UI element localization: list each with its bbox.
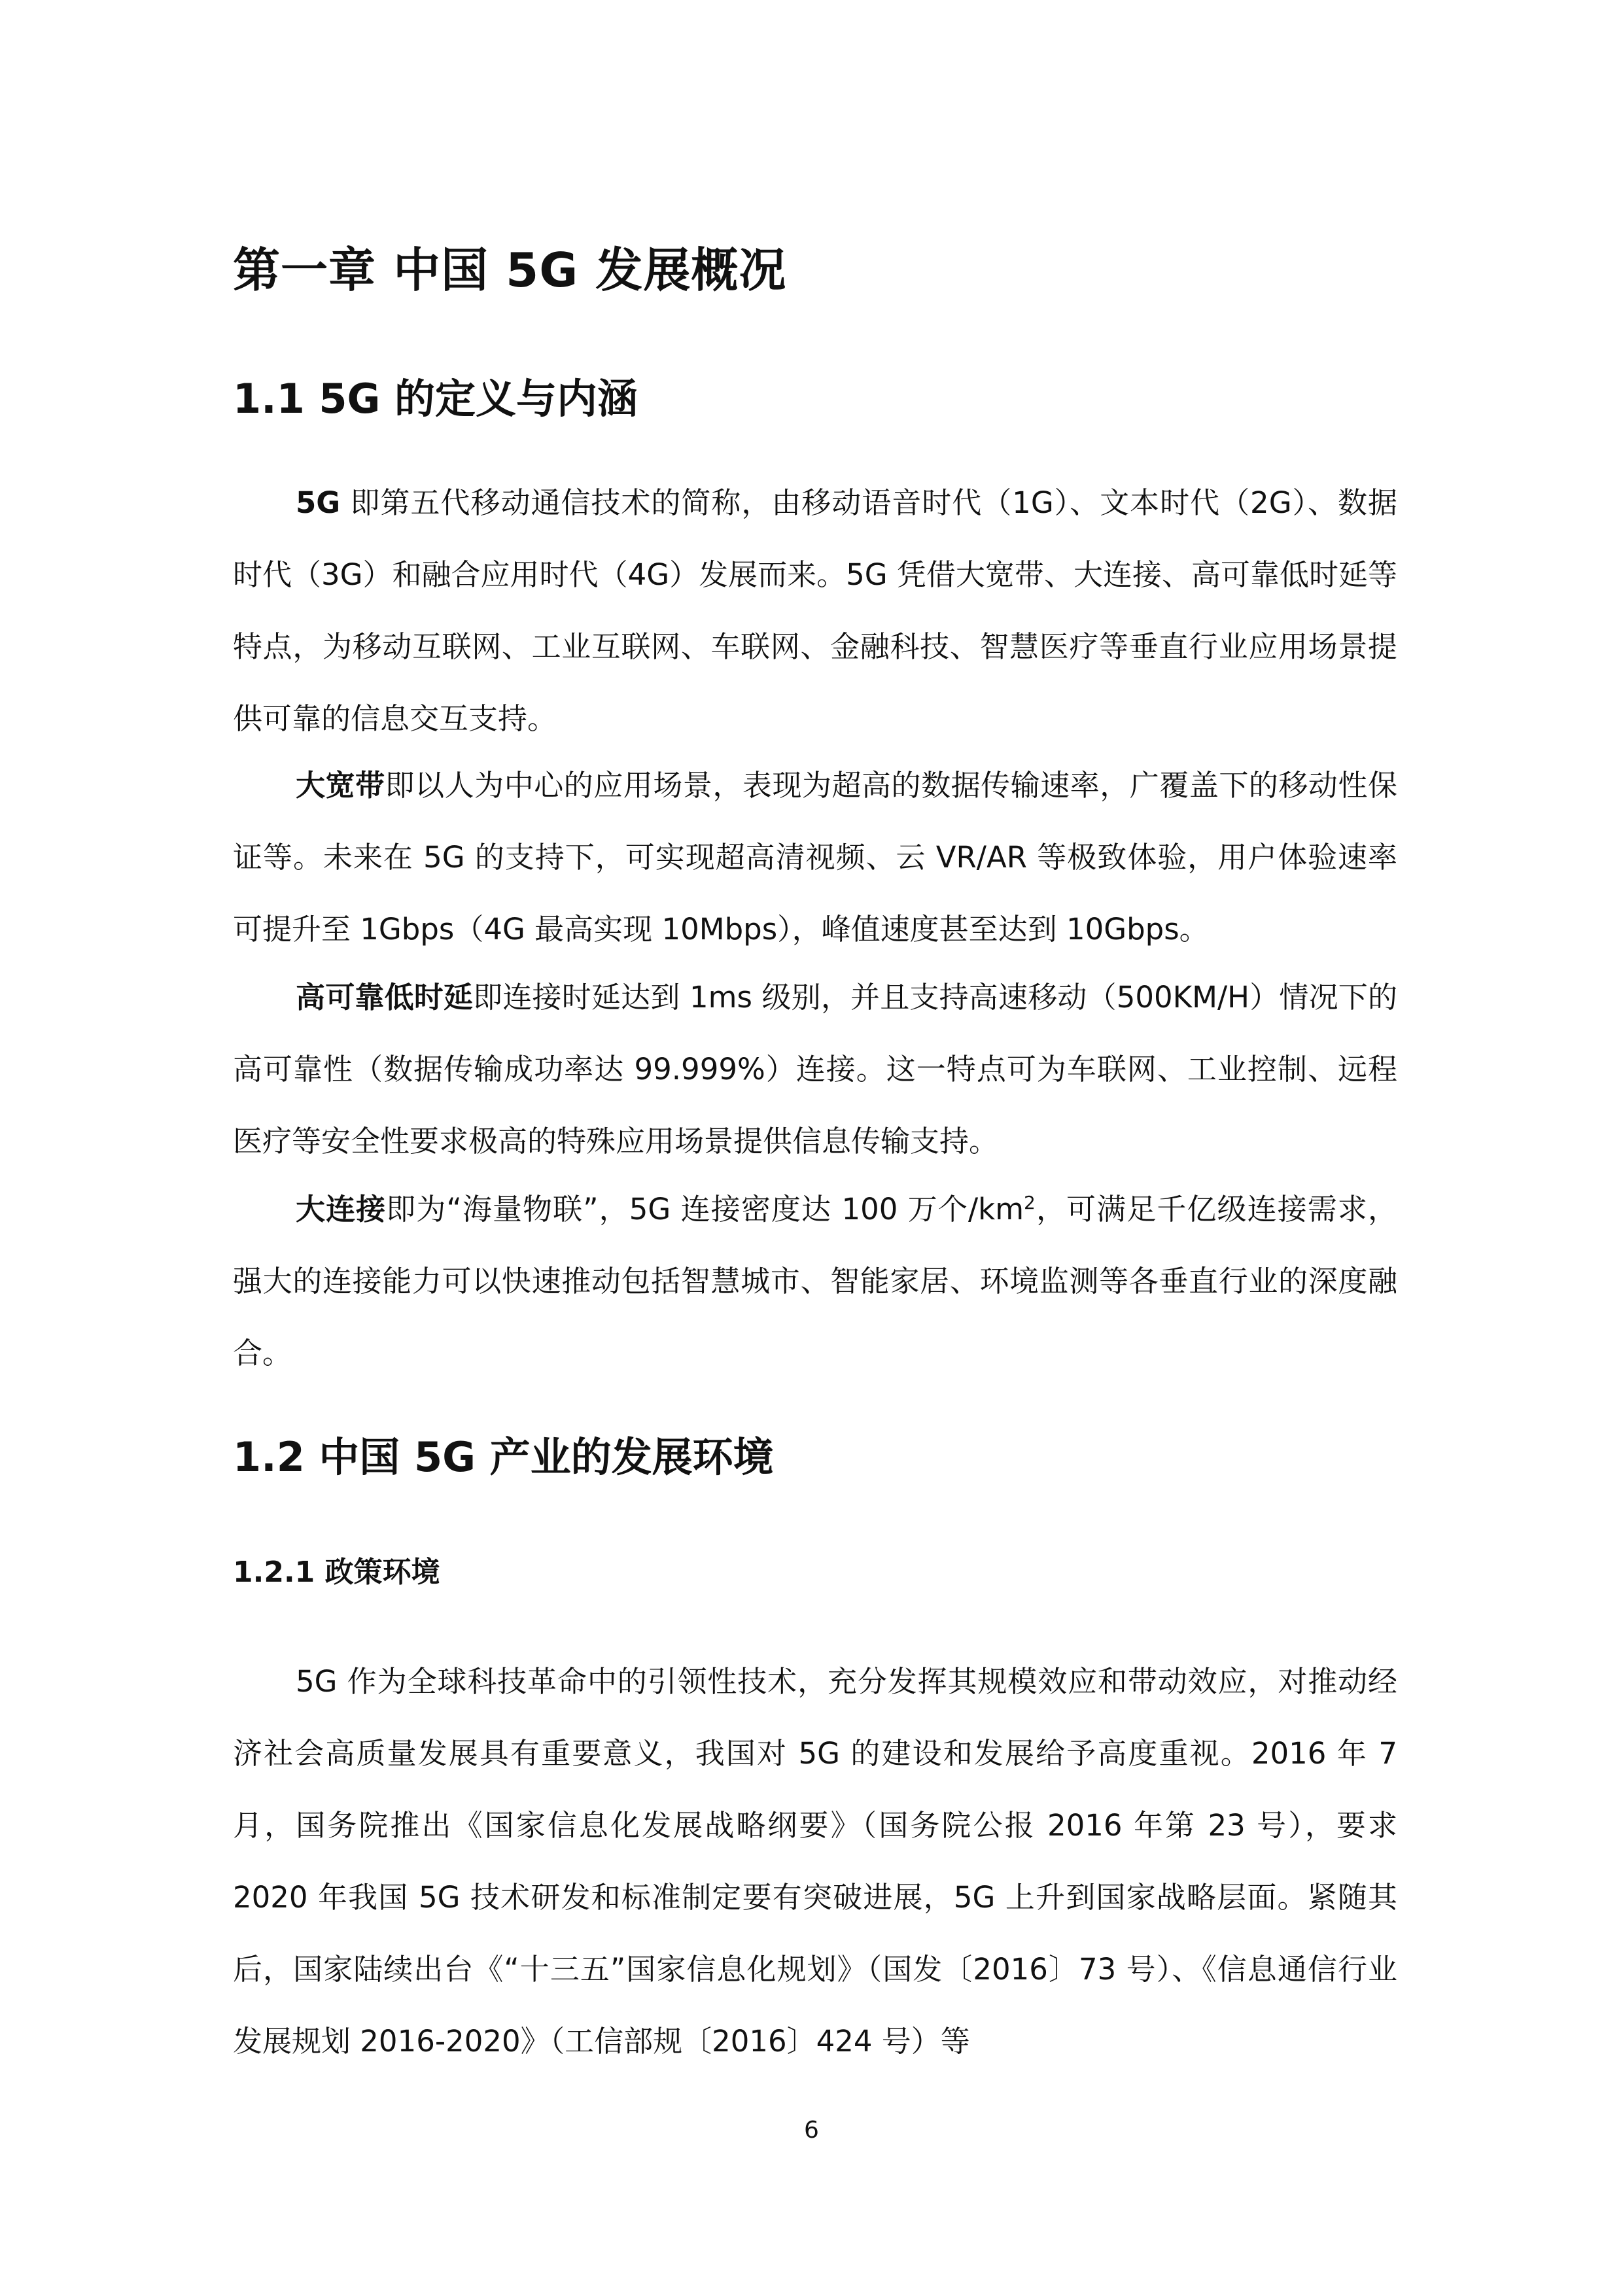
paragraph-text: 即以人为中心的应用场景，表现为超高的数据传输速率，广覆盖下的移动性保证等。未来在 5G 的支持下，可实现超高清视频、云 VR/AR 等极致体验，用户体验速率可提升至 1Gbps（4G 最高实现 10Mbps），峰值速度甚至达到 10Gbps。: [233, 768, 1397, 947]
paragraph-text: 即为“海量物联”，5G 连接密度达 100 万个/km: [386, 1192, 1024, 1226]
paragraph-lead: 高可靠低时延: [296, 980, 474, 1015]
section-title-1-1: 1.1 5G 的定义与内涵: [233, 375, 638, 423]
subsection-title-1-2-1: 1.2.1 政策环境: [233, 1556, 440, 1589]
paragraph-lead: 大连接: [296, 1192, 387, 1226]
paragraph-massive-connection: [233, 1174, 1397, 1389]
chapter-title: 第一章 中国 5G 发展概况: [233, 243, 787, 298]
paragraph-5g-definition: [233, 467, 1397, 755]
paragraph-text: 即连接时延达到 1ms 级别，并且支持高速移动（500KM/H）情况下的高可靠性（数据传输成功率达 99.999%）连接。这一特点可为车联网、工业控制、远程医疗等安全性要求极高的特殊应用场景提供信息传输支持。: [233, 980, 1397, 1158]
paragraph-lead: 大宽带: [296, 768, 385, 803]
paragraph-broadband: [233, 750, 1397, 965]
superscript: 2: [1024, 1192, 1036, 1213]
paragraph-low-latency: [233, 962, 1397, 1177]
paragraph-text: 即第五代移动通信技术的简称，由移动语音时代（1G）、文本时代（2G）、数据时代（3G）和融合应用时代（4G）发展而来。5G 凭借大宽带、大连接、高可靠低时延等特点，为移动互联网、工业互联网、车联网、金融科技、智慧医疗等垂直行业应用场景提供可靠的信息交互支持。: [233, 485, 1397, 736]
section-title-1-2: 1.2 中国 5G 产业的发展环境: [233, 1433, 774, 1481]
paragraph-lead: 5G: [296, 485, 341, 520]
paragraph-policy-environment: [233, 1646, 1397, 2078]
page-number: 6: [804, 2117, 819, 2144]
paragraph-text: ，可满足千亿级连接需求，强大的连接能力可以快速推动包括智慧城市、智能家居、环境监测等各垂直行业的深度融合。: [233, 1192, 1397, 1370]
paragraph-text: 5G 作为全球科技革命中的引领性技术，充分发挥其规模效应和带动效应，对推动经济社会高质量发展具有重要意义，我国对 5G 的建设和发展给予高度重视。2016 年 7 月，国务院推出《国家信息化发展战略纲要》（国务院公报 2016 年第 23 号），要求 2020 年我国 5G 技术研发和标准制定要有突破进展，5G 上升到国家战略层面。紧随其后，国家陆续出台《“十三五”国家信息化规划》（国发〔2016〕73 号）、《信息通信行业发展规划 2016-2020》（工信部规〔2016〕424 号）等: [233, 1664, 1397, 2059]
